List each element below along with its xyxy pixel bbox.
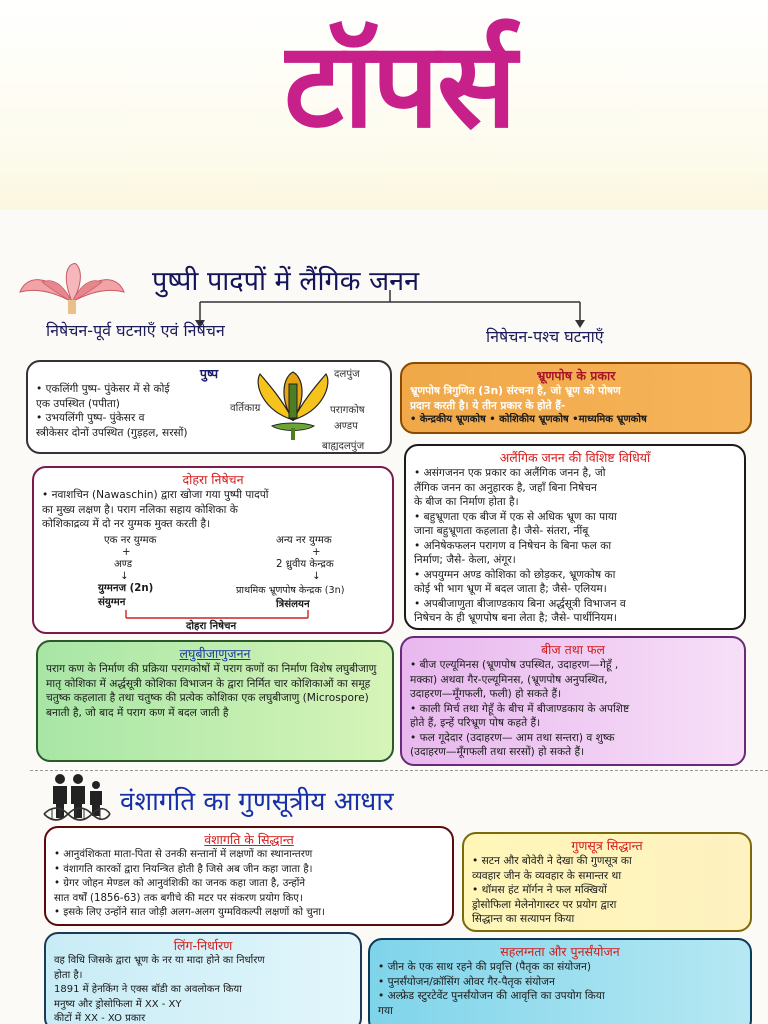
linkage-recombination-box (368, 938, 752, 1024)
list-item: • उभयलिंगी पुष्प- पुंकेसर व (36, 412, 145, 424)
list-item: सिद्धान्त का सत्यापन किया (472, 913, 575, 925)
diagram-arrow: ↓ (312, 571, 321, 582)
list-item: • एकलिंगी पुष्प- पुंकेसर में से कोई (36, 383, 170, 395)
section-heading-inheritance: वंशागति का गुणसूत्रीय आधार (120, 787, 394, 817)
list-item: • आनुवंशिकता माता-पिता से उनकी सन्तानों में लक्षणों का स्थानान्तरण (54, 849, 313, 860)
diagram-zygote: युग्मनज (2n) (98, 583, 154, 594)
list-item: कीटों में XX - XO प्रकार (54, 1013, 146, 1024)
list-item: • अल्फ्रेड स्टुरटेवेंट पुनर्संयोजन की आवृत्ति का उपयोग किया (378, 990, 605, 1002)
list-item: • अनिषेकफलन परागण व निषेचन के बिना फल का (414, 539, 612, 552)
flower-diagram-icon (252, 370, 334, 440)
list-item: • सटन और बोवेरी ने देखा की गुणसूत्र का (472, 855, 632, 867)
list-item: • बीज एल्यूमिनस (भ्रूणपोष उपस्थित, उदाहरण—गेहूँ , (410, 659, 619, 671)
diagram-double-fertilization: दोहरा निषेचन (186, 621, 237, 632)
list-item: • वंशागति कारकों द्वारा नियन्त्रित होती है जिसे अब जीन कहा जाता है। (54, 863, 313, 875)
list-item: • थॉमस हंट मॉर्गन ने फल मक्खियों (472, 884, 607, 896)
diagram-other-male-gamete: अन्य नर युग्मक (276, 535, 332, 546)
asexual-methods-title: अलैंगिक जनन की विशिष्ट विधियाँ (499, 450, 651, 465)
label-petals: दलपुंज (334, 369, 360, 380)
list-item: भ्रूणपोष त्रिगुणित (3n) संरचना है, जो भ्रूण को पोषण (410, 385, 621, 397)
list-item: • नवाशचिन (Nawaschin) द्वारा खोजा गया पुष्पी पादपों (42, 489, 269, 501)
list-item: • फल गूदेदार (उदाहरण— आम तथा सन्तरा) व शुष्क (410, 731, 615, 744)
list-item: • बहुभ्रूणता एक बीज में एक से अधिक भ्रूण का पाया (414, 510, 617, 523)
label-anther: परागकोष (330, 405, 365, 416)
diagram-triple-fusion: त्रिसंलयन (276, 599, 310, 610)
diagram-egg: अण्ड (114, 559, 133, 570)
list-item: मनुष्य और ड्रोसोफिला में XX - XY (54, 998, 182, 1010)
diagram-polar-nuclei: 2 ध्रुवीय केन्द्रक (276, 559, 334, 570)
diagram-male-gamete: एक नर युग्मक (104, 535, 157, 546)
sex-determination-title: लिंग-निर्धारण (173, 938, 233, 953)
list-item: • अपबीजाणुता बीजाण्डकाय बिना अर्द्धसूत्री विभाजन व (414, 597, 626, 610)
inheritance-principles-title: वंशागति के सिद्धान्त (204, 832, 294, 847)
list-item: जाना बहुभ्रूणता कहलाता है। जैसे- संतरा, नींबू (414, 525, 589, 537)
list-item: निषेचन के ही भ्रूणपोष बना लेता है; जैसे- पार्थीनियम। (414, 612, 617, 624)
list-item: (उदाहरण—मूँगफली तथा सरसों) हो सकते हैं। (410, 746, 585, 758)
diagram-plus: + (312, 547, 321, 558)
list-item: कोई भी भाग भ्रूण में बदल जाता है; जैसे- एलियम। (414, 583, 607, 595)
list-item: स्त्रीकेसर दोनों उपस्थित (गुड़हल, सरसों) (36, 426, 188, 439)
endosperm-box (400, 362, 752, 434)
label-sepals: बाह्यदलपुंज (322, 441, 365, 452)
label-stigma: वर्तिकाग्र (230, 403, 261, 414)
list-item: एक उपस्थित (पपीता) (36, 397, 120, 410)
diagram-primary-endosperm: प्राथमिक भ्रूणपोष केन्द्रक (3n) (236, 585, 345, 596)
list-item: निर्माण; जैसे- केला, अंगूर। (414, 554, 516, 566)
list-item: • ग्रेगर जोहन मेण्डल को आनुवंशिकी का जनक कहा जाता है, उन्होंने (54, 878, 306, 889)
list-item: • इसके लिए उन्होंने सात जोड़ी अलग-अलग युग्मविकल्पी लक्षणों को चुना। (54, 907, 325, 918)
double-fertilization-title: दोहरा निषेचन (182, 472, 244, 487)
chromosome-theory-box (462, 832, 752, 932)
brand-title: टॉपर्स (284, 16, 515, 154)
microsporogenesis-title: लघुबीजाणुजनन (179, 646, 251, 661)
list-item: का मुख्य लक्षण है। पराग नलिका सहाय कोशिका के (42, 503, 238, 516)
list-item: • केन्द्रकीय भ्रूणकोष • कोशिकीय भ्रूणकोष •माध्यमिक भ्रूणकोष (410, 414, 647, 425)
branch-post-fertilization: निषेचन-पश्च घटनाएँ (486, 327, 604, 346)
endosperm-box-title: भ्रूणपोष के प्रकार (536, 368, 616, 383)
microsporogenesis-text: पराग कण के निर्माण की प्रक्रिया परागकोषों में पराग कणों का निर्माण विशेष लघुबीजाणु मातृ कोशिका में अर्द्धसूत्री कोशिका विभाजन के द्वारा निर्मित चार कोशिकाओं का समूह चतुष्क कहलाता है तथा चतुष्क की प्रत्येक कोशिका एक लघुबीजाणु (Microspore) बनाती है, जो बाद में पराग कण में बदल जाती है (46, 663, 377, 719)
chromosome-theory-title: गुणसूत्र सिद्धान्त (571, 838, 643, 853)
list-item: कोशिकाद्रव्य में दो नर युग्मक मुक्त करती है। (42, 518, 211, 530)
list-item: उदाहरण—मूँगफली, फली) हो सकते हैं। (410, 688, 562, 700)
list-item: वह विधि जिसके द्वारा भ्रूण के नर या मादा होने का निर्धारण (54, 955, 265, 966)
section-divider (30, 770, 768, 771)
microsporogenesis-box (36, 640, 394, 762)
list-item: 1891 में हेनकिंग ने एक्स बॉडी का अवलोकन किया (54, 984, 242, 995)
list-item: होता है। (54, 969, 83, 981)
diagram-syngamy: संयुग्मन (98, 597, 126, 608)
list-item: • पुनर्संयोजन/क्रॉसिंग ओवर गैर-पैतृक संयोजन (378, 975, 555, 988)
list-item: होते हैं, इन्हें परिभ्रूण पोष कहते हैं। (410, 717, 541, 729)
list-item: गया (378, 1004, 393, 1017)
dna-icon (42, 806, 112, 822)
branch-pre-fertilization: निषेचन-पूर्व घटनाएँ एवं निषेचन (46, 321, 225, 340)
diagram-plus: + (122, 547, 131, 558)
list-item: • असंगजनन एक प्रकार का अलैंगिक जनन है, जो (414, 467, 606, 479)
section-heading-sexual-reproduction: पुष्पी पादपों में लैंगिक जनन (152, 266, 420, 297)
list-item: व्यवहार जीन के व्यवहार के समान्तर था (472, 869, 622, 882)
inheritance-principles-box (44, 826, 454, 926)
list-item: लैंगिक जनन का अनुहारक है, जहाँ बिना निषेचन (414, 481, 597, 494)
asexual-methods-box (404, 444, 746, 630)
list-item: प्रदान करती है। ये तीन प्रकार के होते हैं- (410, 399, 566, 412)
label-carpel: अण्डप (334, 421, 358, 432)
seed-fruit-box (400, 636, 746, 766)
list-item: • काली मिर्च तथा गेहूँ के बीच में बीजाण्डकाय के अपशिष्ट (410, 702, 630, 715)
flower-icon (18, 262, 126, 314)
sex-determination-box (44, 932, 362, 1024)
list-item: मक्का) अथवा गैर-एल्यूमिनस, (भ्रूणपोष अनुपस्थित, (410, 673, 608, 686)
list-item: • अपयुग्मन अण्ड कोशिका को छोड़कर, भ्रूणकोष का (414, 568, 616, 581)
list-item: के बीज का निर्माण होता है। (414, 496, 519, 508)
flower-box-title: पुष्प (199, 366, 219, 381)
list-item: • जीन के एक साथ रहने की प्रवृत्ति (पैतृक का संयोजन) (378, 961, 592, 973)
seed-fruit-title: बीज तथा फल (540, 642, 606, 657)
list-item: सात वर्षों (1856-63) तक बगीचे की मटर पर संकरण प्रयोग किए। (54, 892, 303, 904)
list-item: ड्रोसोफिला मेलेनोगास्टर पर प्रयोग द्वारा (472, 898, 617, 911)
diagram-arrow: ↓ (120, 571, 129, 582)
linkage-recombination-title: सहलग्नता और पुनर्संयोजन (500, 944, 620, 959)
